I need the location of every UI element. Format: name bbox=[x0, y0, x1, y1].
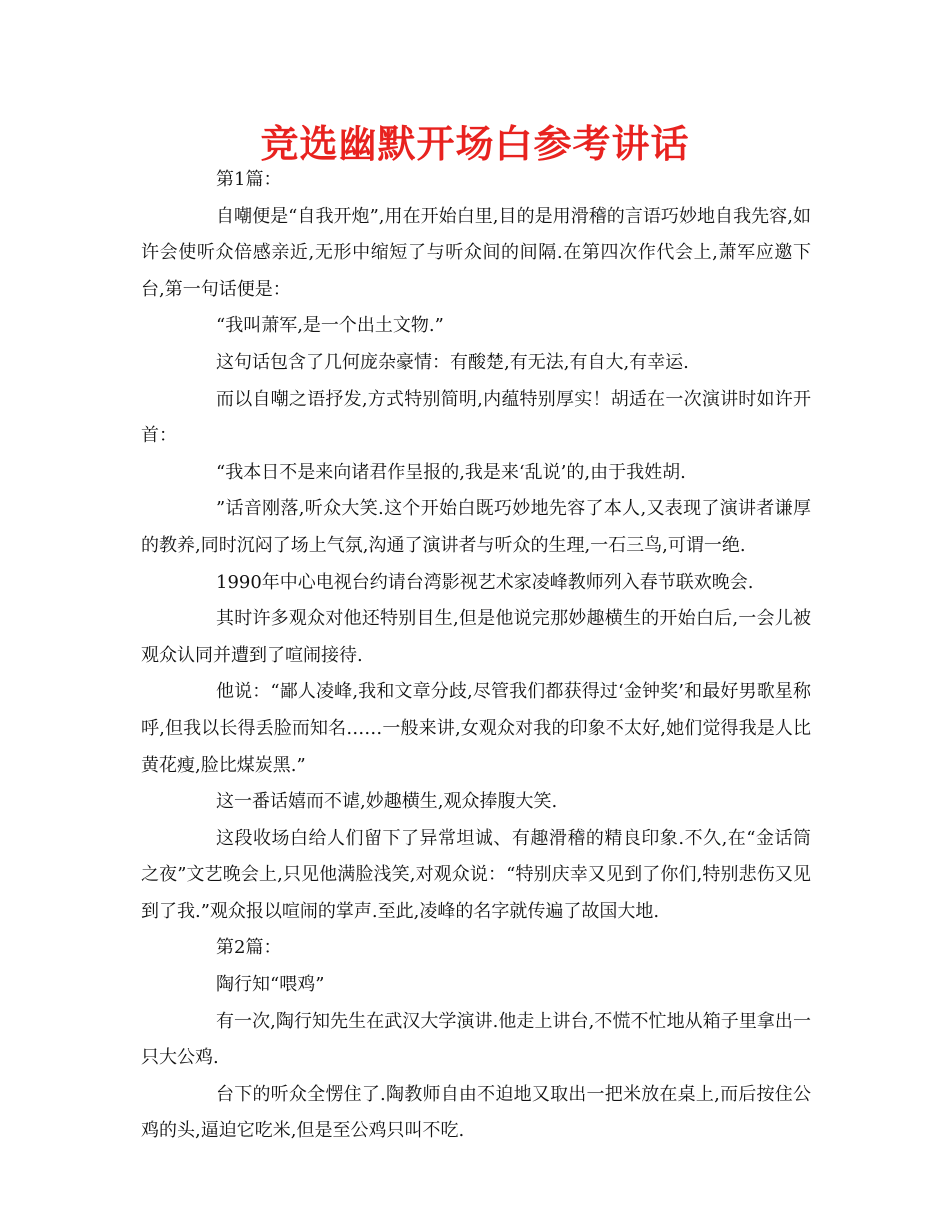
paragraph: 有一次,陶行知先生在武汉大学演讲.他走上讲台,不慌不忙地从箱子里拿出一只大公鸡. bbox=[141, 1010, 811, 1069]
paragraph: 1990年中心电视台约请台湾影视艺术家凌峰教师列入春节联欢晚会. bbox=[216, 571, 754, 593]
paragraph: “我叫萧军,是一个出土文物.” bbox=[216, 315, 444, 337]
paragraph: 这一番话嬉而不谑,妙趣横生,观众捧腹大笑. bbox=[216, 791, 558, 813]
document-body bbox=[141, 162, 811, 1150]
paragraph: 第1篇： bbox=[216, 169, 282, 190]
paragraph: 而以自嘲之语抒发,方式特别简明,内蕴特别厚实！胡适在一次演讲时如许开首： bbox=[141, 388, 811, 447]
paragraph: 他说：“鄙人凌峰,我和文章分歧,尽管我们都获得过‘金钟奖’和最好男歌星称呼,但我以长得丢脸而知名……一般来讲,女观众对我的印象不太好,她们觉得我是人比黄花瘦,脸比煤炭黑.” bbox=[141, 681, 811, 776]
paragraph: 这句话包含了几何庞杂豪情：有酸楚,有无法,有自大,有幸运. bbox=[216, 351, 689, 373]
paragraph: ”话音刚落,听众大笑.这个开始白既巧妙地先容了本人,又表现了演讲者谦厚的教养,同时沉闷了场上气氛,沟通了演讲者与听众的生理,一石三鸟,可谓一绝. bbox=[141, 498, 811, 556]
paragraph: 自嘲便是“自我开炮”,用在开始白里,目的是用滑稽的言语巧妙地自我先容,如许会使听众倍感亲近,无形中缩短了与听众间的间隔.在第四次作代会上,萧军应邀下台,第一句话便是： bbox=[141, 205, 811, 300]
document-title: 竞选幽默开场白参考讲话 bbox=[260, 122, 690, 166]
paragraph: 这段收场白给人们留下了异常坦诚、有趣滑稽的精良印象.不久,在“金话筒之夜”文艺晚会上,只见他满脸浅笑,对观众说：“特别庆幸又见到了你们,特别悲伤又见到了我.”观众报以喧闹的掌声.至此,凌峰的名字就传遍了故国大地. bbox=[141, 827, 811, 922]
paragraph: 第2篇： bbox=[216, 937, 282, 959]
paragraph: 其时许多观众对他还特别目生,但是他说完那妙趣横生的开始白后,一会儿被观众认同并遭到了喧闹接待. bbox=[141, 608, 811, 666]
paragraph: 陶行知“喂鸡” bbox=[216, 974, 325, 996]
paragraph: 台下的听众全愣住了.陶教师自由不迫地又取出一把米放在桌上,而后按住公鸡的头,逼迫它吃米,但是至公鸡只叫不吃. bbox=[141, 1083, 811, 1142]
paragraph: “我本日不是来向诸君作呈报的,我是来‘乱说’的,由于我姓胡. bbox=[216, 461, 686, 483]
